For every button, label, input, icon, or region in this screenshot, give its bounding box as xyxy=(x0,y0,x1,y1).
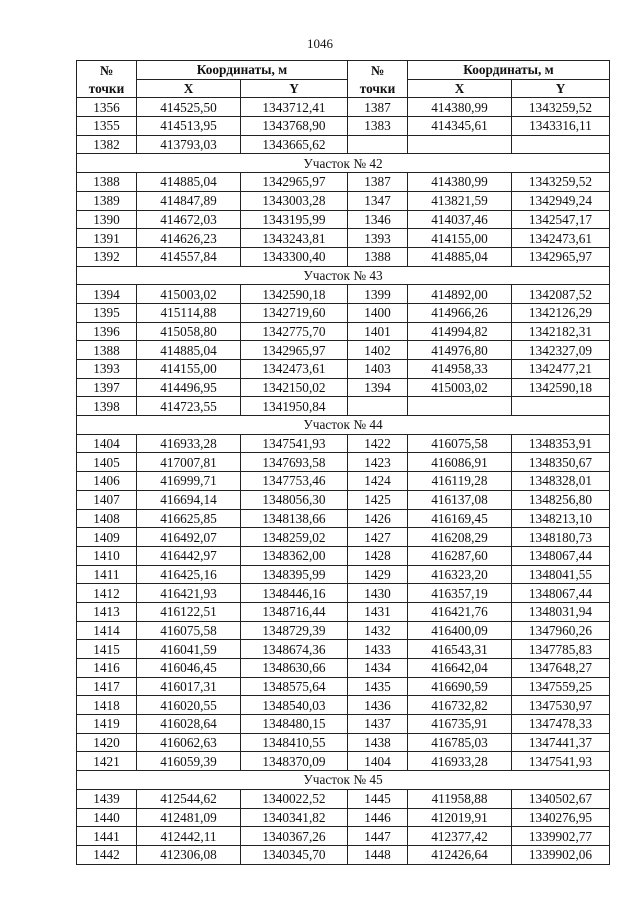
x-coordinate-cell: 416425,16 xyxy=(137,565,241,584)
table-row xyxy=(77,285,610,304)
point-number-cell: 1435 xyxy=(348,677,408,696)
point-number-cell: 1398 xyxy=(77,397,137,416)
point-number-cell: 1442 xyxy=(77,845,137,864)
x-coordinate-cell: 414847,89 xyxy=(137,191,241,210)
y-coordinate-cell: 1342477,21 xyxy=(512,360,610,379)
point-number-cell: 1391 xyxy=(77,229,137,248)
point-number-cell: 1388 xyxy=(77,173,137,192)
header-row-bottom xyxy=(77,79,610,98)
x-coordinate-cell: 416287,60 xyxy=(408,546,512,565)
y-coordinate-cell: 1342327,09 xyxy=(512,341,610,360)
y-coordinate-cell: 1347541,93 xyxy=(241,434,348,453)
table-row xyxy=(77,696,610,715)
point-number-cell: 1433 xyxy=(348,640,408,659)
point-number-cell: 1401 xyxy=(348,322,408,341)
y-coordinate-cell: 1347441,37 xyxy=(512,733,610,752)
y-coordinate-cell: 1348540,03 xyxy=(241,696,348,715)
y-coordinate-cell: 1347478,33 xyxy=(512,715,610,734)
point-number-cell: 1446 xyxy=(348,808,408,827)
point-number-cell: 1403 xyxy=(348,360,408,379)
x-coordinate-cell: 414994,82 xyxy=(408,322,512,341)
point-number-cell: 1430 xyxy=(348,584,408,603)
point-number-cell: 1412 xyxy=(77,584,137,603)
section-title: Участок № 45 xyxy=(77,771,610,790)
x-coordinate-cell: 412544,62 xyxy=(137,789,241,808)
x-coordinate-cell: 416028,64 xyxy=(137,715,241,734)
table-row xyxy=(77,434,610,453)
x-coordinate-cell: 414525,50 xyxy=(137,98,241,117)
x-coordinate-cell: 412377,42 xyxy=(408,827,512,846)
y-coordinate-cell: 1348630,66 xyxy=(241,659,348,678)
y-coordinate-cell: 1343003,28 xyxy=(241,191,348,210)
y-coordinate-cell: 1348259,02 xyxy=(241,528,348,547)
section-title: Участок № 42 xyxy=(77,154,610,173)
x-coordinate-cell: 416208,29 xyxy=(408,528,512,547)
x-coordinate-cell: 416933,28 xyxy=(137,434,241,453)
point-number-cell: 1355 xyxy=(77,117,137,136)
y-coordinate-cell: 1348256,80 xyxy=(512,490,610,509)
y-coordinate-cell: 1343243,81 xyxy=(241,229,348,248)
x-coordinate-cell: 416075,58 xyxy=(408,434,512,453)
table-row xyxy=(77,677,610,696)
table-row xyxy=(77,789,610,808)
point-number-cell: 1414 xyxy=(77,621,137,640)
point-number-cell: 1356 xyxy=(77,98,137,117)
point-number-cell: 1389 xyxy=(77,191,137,210)
point-number-cell: 1441 xyxy=(77,827,137,846)
x-coordinate-cell: 414037,46 xyxy=(408,210,512,229)
point-number-cell: 1387 xyxy=(348,173,408,192)
point-number-cell: 1404 xyxy=(348,752,408,771)
y-coordinate-cell: 1348575,64 xyxy=(241,677,348,696)
y-coordinate-cell: 1348480,15 xyxy=(241,715,348,734)
point-number-cell: 1432 xyxy=(348,621,408,640)
x-coordinate-cell: 416169,45 xyxy=(408,509,512,528)
x-coordinate-cell: 416062,63 xyxy=(137,733,241,752)
y-coordinate-cell: 1347960,26 xyxy=(512,621,610,640)
table-row xyxy=(77,247,610,266)
table-row xyxy=(77,397,610,416)
table-row xyxy=(77,640,610,659)
y-coordinate-cell: 1342547,17 xyxy=(512,210,610,229)
y-coordinate-cell: 1342965,97 xyxy=(512,247,610,266)
x-coordinate-cell: 416421,93 xyxy=(137,584,241,603)
point-number-cell: 1438 xyxy=(348,733,408,752)
point-number-cell: 1409 xyxy=(77,528,137,547)
x-coordinate-cell: 416492,07 xyxy=(137,528,241,547)
point-number-cell: 1423 xyxy=(348,453,408,472)
y-coordinate-cell: 1347559,25 xyxy=(512,677,610,696)
point-number-cell: 1445 xyxy=(348,789,408,808)
y-coordinate-cell: 1343768,90 xyxy=(241,117,348,136)
y-coordinate-cell: 1348729,39 xyxy=(241,621,348,640)
section-row xyxy=(77,154,610,173)
y-coordinate-cell: 1348446,16 xyxy=(241,584,348,603)
point-number-cell: 1439 xyxy=(77,789,137,808)
y-coordinate-cell: 1342590,18 xyxy=(241,285,348,304)
point-number-cell: 1416 xyxy=(77,659,137,678)
point-number-cell: 1392 xyxy=(77,247,137,266)
point-number-cell: 1387 xyxy=(348,98,408,117)
point-number-cell: 1425 xyxy=(348,490,408,509)
point-suffix-header: точки xyxy=(348,79,408,98)
point-number-cell: 1418 xyxy=(77,696,137,715)
y-coordinate-cell: 1348041,55 xyxy=(512,565,610,584)
table-row xyxy=(77,528,610,547)
x-coordinate-cell: 416119,28 xyxy=(408,472,512,491)
y-coordinate-cell: 1348353,91 xyxy=(512,434,610,453)
y-coordinate-cell: 1341950,84 xyxy=(241,397,348,416)
x-coordinate-cell: 411958,88 xyxy=(408,789,512,808)
point-number-cell: 1420 xyxy=(77,733,137,752)
table-row xyxy=(77,303,610,322)
y-coordinate-cell: 1343712,41 xyxy=(241,98,348,117)
table-row xyxy=(77,210,610,229)
point-number-cell: 1437 xyxy=(348,715,408,734)
y-coordinate-cell: 1347541,93 xyxy=(512,752,610,771)
table-row xyxy=(77,135,610,154)
section-row xyxy=(77,771,610,790)
section-title: Участок № 43 xyxy=(77,266,610,285)
x-coordinate-cell: 416020,55 xyxy=(137,696,241,715)
y-coordinate-cell: 1343195,99 xyxy=(241,210,348,229)
y-coordinate-cell: 1340341,82 xyxy=(241,808,348,827)
point-number-cell: 1393 xyxy=(77,360,137,379)
section-title: Участок № 44 xyxy=(77,416,610,435)
table-row xyxy=(77,509,610,528)
y-coordinate-cell: 1348031,94 xyxy=(512,602,610,621)
point-number-cell: 1402 xyxy=(348,341,408,360)
y-coordinate-cell: 1340022,52 xyxy=(241,789,348,808)
table-row xyxy=(77,229,610,248)
x-coordinate-cell: 414557,84 xyxy=(137,247,241,266)
point-number-cell: 1448 xyxy=(348,845,408,864)
y-header: Y xyxy=(512,79,610,98)
x-coordinate-cell: 414513,95 xyxy=(137,117,241,136)
y-coordinate-cell: 1342719,60 xyxy=(241,303,348,322)
x-coordinate-cell: 416785,03 xyxy=(408,733,512,752)
x-coordinate-cell: 416357,19 xyxy=(408,584,512,603)
y-coordinate-cell: 1343665,62 xyxy=(241,135,348,154)
y-coordinate-cell: 1340276,95 xyxy=(512,808,610,827)
y-coordinate-cell: 1347785,83 xyxy=(512,640,610,659)
point-number-cell: 1408 xyxy=(77,509,137,528)
point-number-cell: 1346 xyxy=(348,210,408,229)
x-coordinate-cell: 416694,14 xyxy=(137,490,241,509)
point-number-cell: 1431 xyxy=(348,602,408,621)
x-coordinate-cell: 414155,00 xyxy=(408,229,512,248)
y-coordinate-cell: 1348395,99 xyxy=(241,565,348,584)
x-coordinate-cell: 414885,04 xyxy=(137,341,241,360)
y-coordinate-cell: 1343300,40 xyxy=(241,247,348,266)
point-number-cell: 1405 xyxy=(77,453,137,472)
table-row xyxy=(77,490,610,509)
x-coordinate-cell: 414672,03 xyxy=(137,210,241,229)
y-coordinate-cell: 1342965,97 xyxy=(241,173,348,192)
table-row xyxy=(77,621,610,640)
point-number-cell: 1447 xyxy=(348,827,408,846)
table-row xyxy=(77,322,610,341)
y-coordinate-cell: 1348067,44 xyxy=(512,584,610,603)
point-number-cell: 1411 xyxy=(77,565,137,584)
x-coordinate-cell: 416086,91 xyxy=(408,453,512,472)
y-coordinate-cell: 1348362,00 xyxy=(241,546,348,565)
point-number-cell: 1390 xyxy=(77,210,137,229)
x-coordinate-cell: 416442,97 xyxy=(137,546,241,565)
point-number-cell: 1388 xyxy=(348,247,408,266)
x-coordinate-cell: 416059,39 xyxy=(137,752,241,771)
table-row xyxy=(77,715,610,734)
point-number-cell: 1426 xyxy=(348,509,408,528)
point-number-cell: 1383 xyxy=(348,117,408,136)
y-coordinate-cell: 1343259,52 xyxy=(512,173,610,192)
point-number-cell: 1397 xyxy=(77,378,137,397)
y-header: Y xyxy=(241,79,348,98)
point-number-cell: 1400 xyxy=(348,303,408,322)
y-coordinate-cell: 1347530,97 xyxy=(512,696,610,715)
point-number-cell: 1429 xyxy=(348,565,408,584)
y-coordinate-cell: 1342087,52 xyxy=(512,285,610,304)
x-header: X xyxy=(137,79,241,98)
point-number-cell: 1382 xyxy=(77,135,137,154)
x-coordinate-cell: 416017,31 xyxy=(137,677,241,696)
x-coordinate-cell: 416933,28 xyxy=(408,752,512,771)
x-coordinate-cell: 413821,59 xyxy=(408,191,512,210)
y-coordinate-cell: 1343259,52 xyxy=(512,98,610,117)
x-header: X xyxy=(408,79,512,98)
point-number-header: № xyxy=(77,61,137,80)
table-row xyxy=(77,752,610,771)
x-coordinate-cell: 416625,85 xyxy=(137,509,241,528)
table-row xyxy=(77,827,610,846)
x-coordinate-cell: 412481,09 xyxy=(137,808,241,827)
point-number-cell xyxy=(348,135,408,154)
table-row xyxy=(77,472,610,491)
point-number-cell: 1388 xyxy=(77,341,137,360)
y-coordinate-cell: 1347693,58 xyxy=(241,453,348,472)
y-coordinate-cell: 1348370,09 xyxy=(241,752,348,771)
y-coordinate-cell: 1339902,77 xyxy=(512,827,610,846)
y-coordinate-cell: 1342126,29 xyxy=(512,303,610,322)
x-coordinate-cell: 416732,82 xyxy=(408,696,512,715)
y-coordinate-cell: 1347753,46 xyxy=(241,472,348,491)
point-suffix-header: точки xyxy=(77,79,137,98)
x-coordinate-cell: 414723,55 xyxy=(137,397,241,416)
point-number-header: № xyxy=(348,61,408,80)
x-coordinate-cell: 414155,00 xyxy=(137,360,241,379)
point-number-cell: 1419 xyxy=(77,715,137,734)
point-number-cell: 1415 xyxy=(77,640,137,659)
y-coordinate-cell: 1348213,10 xyxy=(512,509,610,528)
x-coordinate-cell: 412019,91 xyxy=(408,808,512,827)
x-coordinate-cell: 415114,88 xyxy=(137,303,241,322)
point-number-cell: 1417 xyxy=(77,677,137,696)
y-coordinate-cell: 1348067,44 xyxy=(512,546,610,565)
x-coordinate-cell: 416543,31 xyxy=(408,640,512,659)
table-row xyxy=(77,659,610,678)
y-coordinate-cell: 1342473,61 xyxy=(512,229,610,248)
y-coordinate-cell xyxy=(512,135,610,154)
point-number-cell: 1436 xyxy=(348,696,408,715)
table-row xyxy=(77,602,610,621)
y-coordinate-cell: 1347648,27 xyxy=(512,659,610,678)
x-coordinate-cell: 412426,64 xyxy=(408,845,512,864)
x-coordinate-cell: 416122,51 xyxy=(137,602,241,621)
table-row xyxy=(77,584,610,603)
x-coordinate-cell: 414380,99 xyxy=(408,98,512,117)
x-coordinate-cell: 415003,02 xyxy=(408,378,512,397)
x-coordinate-cell: 416075,58 xyxy=(137,621,241,640)
point-number-cell: 1407 xyxy=(77,490,137,509)
y-coordinate-cell xyxy=(512,397,610,416)
x-coordinate-cell: 414885,04 xyxy=(137,173,241,192)
x-coordinate-cell: 416041,59 xyxy=(137,640,241,659)
y-coordinate-cell: 1348674,36 xyxy=(241,640,348,659)
y-coordinate-cell: 1340502,67 xyxy=(512,789,610,808)
table-row xyxy=(77,733,610,752)
x-coordinate-cell: 414885,04 xyxy=(408,247,512,266)
x-coordinate-cell: 412442,11 xyxy=(137,827,241,846)
table-row xyxy=(77,378,610,397)
x-coordinate-cell: 416421,76 xyxy=(408,602,512,621)
point-number-cell: 1421 xyxy=(77,752,137,771)
point-number-cell: 1396 xyxy=(77,322,137,341)
point-number-cell: 1424 xyxy=(348,472,408,491)
page-number: 1046 xyxy=(307,36,333,51)
y-coordinate-cell: 1340367,26 xyxy=(241,827,348,846)
x-coordinate-cell: 413793,03 xyxy=(137,135,241,154)
x-coordinate-cell: 412306,08 xyxy=(137,845,241,864)
table-row xyxy=(77,808,610,827)
point-number-cell: 1410 xyxy=(77,546,137,565)
y-coordinate-cell: 1342775,70 xyxy=(241,322,348,341)
x-coordinate-cell: 414345,61 xyxy=(408,117,512,136)
point-number-cell: 1394 xyxy=(348,378,408,397)
y-coordinate-cell: 1343316,11 xyxy=(512,117,610,136)
y-coordinate-cell: 1342949,24 xyxy=(512,191,610,210)
point-number-cell: 1427 xyxy=(348,528,408,547)
point-number-cell: 1395 xyxy=(77,303,137,322)
y-coordinate-cell: 1342473,61 xyxy=(241,360,348,379)
x-coordinate-cell: 416642,04 xyxy=(408,659,512,678)
y-coordinate-cell: 1348180,73 xyxy=(512,528,610,547)
x-coordinate-cell: 414958,33 xyxy=(408,360,512,379)
x-coordinate-cell: 416323,20 xyxy=(408,565,512,584)
y-coordinate-cell: 1342965,97 xyxy=(241,341,348,360)
y-coordinate-cell: 1348350,67 xyxy=(512,453,610,472)
point-number-cell: 1422 xyxy=(348,434,408,453)
table-row xyxy=(77,453,610,472)
y-coordinate-cell: 1342590,18 xyxy=(512,378,610,397)
x-coordinate-cell: 416735,91 xyxy=(408,715,512,734)
y-coordinate-cell: 1339902,06 xyxy=(512,845,610,864)
x-coordinate-cell: 414380,99 xyxy=(408,173,512,192)
table-body xyxy=(77,98,610,864)
x-coordinate-cell: 416999,71 xyxy=(137,472,241,491)
table-row xyxy=(77,173,610,192)
point-number-cell: 1393 xyxy=(348,229,408,248)
table-row xyxy=(77,845,610,864)
x-coordinate-cell xyxy=(408,135,512,154)
x-coordinate-cell: 414892,00 xyxy=(408,285,512,304)
table-row xyxy=(77,191,610,210)
y-coordinate-cell: 1348716,44 xyxy=(241,602,348,621)
x-coordinate-cell: 417007,81 xyxy=(137,453,241,472)
point-number-cell: 1394 xyxy=(77,285,137,304)
x-coordinate-cell: 415003,02 xyxy=(137,285,241,304)
table-row xyxy=(77,360,610,379)
x-coordinate-cell: 416046,45 xyxy=(137,659,241,678)
point-number-cell: 1434 xyxy=(348,659,408,678)
point-number-cell xyxy=(348,397,408,416)
x-coordinate-cell: 414976,80 xyxy=(408,341,512,360)
point-number-cell: 1406 xyxy=(77,472,137,491)
y-coordinate-cell: 1340345,70 xyxy=(241,845,348,864)
table-row xyxy=(77,546,610,565)
table-row xyxy=(77,565,610,584)
section-row xyxy=(77,416,610,435)
x-coordinate-cell xyxy=(408,397,512,416)
point-number-cell: 1413 xyxy=(77,602,137,621)
coordinates-table xyxy=(76,60,610,865)
table-row xyxy=(77,98,610,117)
x-coordinate-cell: 416400,09 xyxy=(408,621,512,640)
table-row xyxy=(77,341,610,360)
x-coordinate-cell: 416690,59 xyxy=(408,677,512,696)
x-coordinate-cell: 416137,08 xyxy=(408,490,512,509)
y-coordinate-cell: 1342182,31 xyxy=(512,322,610,341)
header-row-top xyxy=(77,61,610,80)
point-number-cell: 1440 xyxy=(77,808,137,827)
point-number-cell: 1347 xyxy=(348,191,408,210)
y-coordinate-cell: 1348138,66 xyxy=(241,509,348,528)
x-coordinate-cell: 414496,95 xyxy=(137,378,241,397)
coordinates-header: Координаты, м xyxy=(408,61,610,80)
y-coordinate-cell: 1348056,30 xyxy=(241,490,348,509)
x-coordinate-cell: 415058,80 xyxy=(137,322,241,341)
point-number-cell: 1428 xyxy=(348,546,408,565)
x-coordinate-cell: 414626,23 xyxy=(137,229,241,248)
y-coordinate-cell: 1348410,55 xyxy=(241,733,348,752)
coordinates-header: Координаты, м xyxy=(137,61,348,80)
y-coordinate-cell: 1342150,02 xyxy=(241,378,348,397)
y-coordinate-cell: 1348328,01 xyxy=(512,472,610,491)
table-row xyxy=(77,117,610,136)
point-number-cell: 1399 xyxy=(348,285,408,304)
section-row xyxy=(77,266,610,285)
x-coordinate-cell: 414966,26 xyxy=(408,303,512,322)
point-number-cell: 1404 xyxy=(77,434,137,453)
